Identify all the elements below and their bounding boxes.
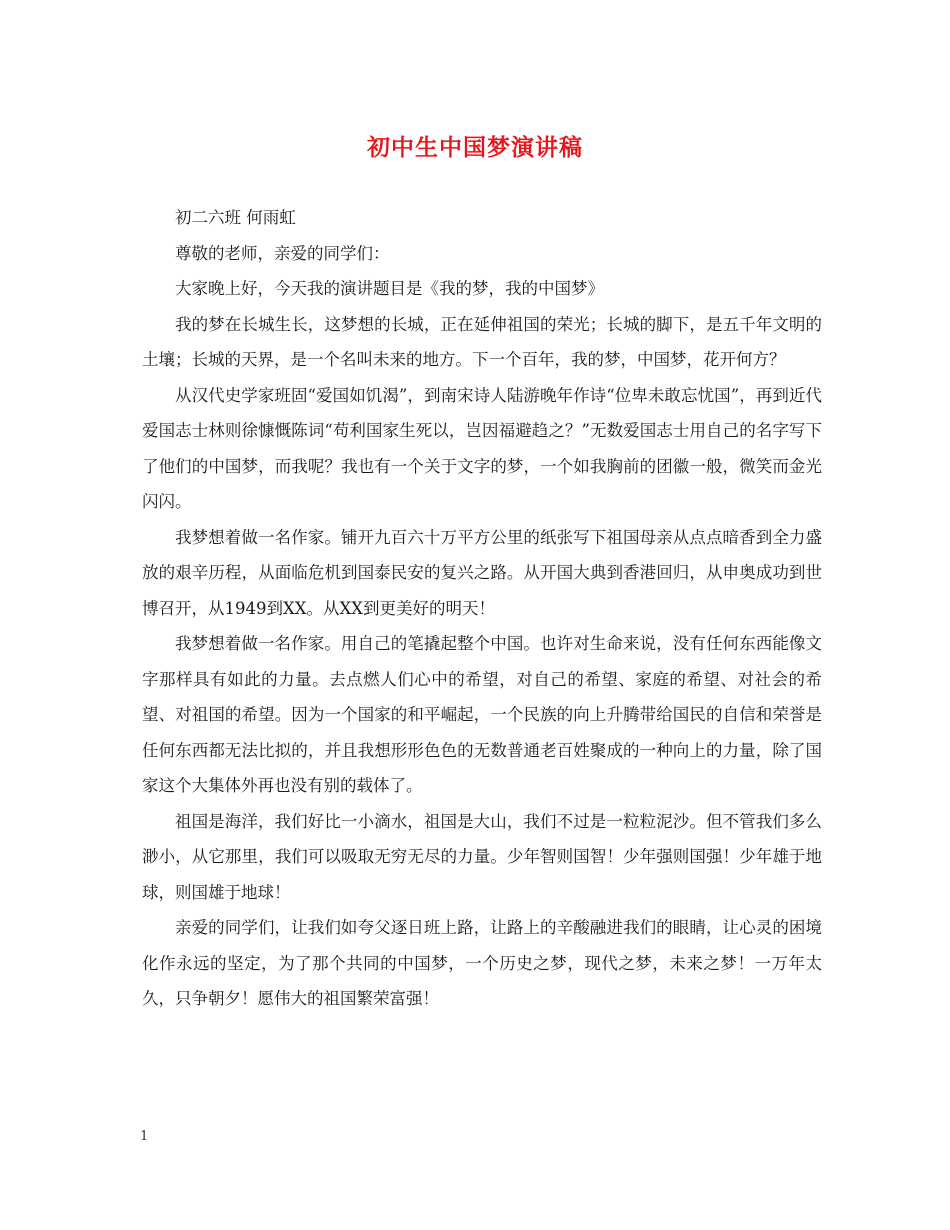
salutation: 尊敬的老师，亲爱的同学们：	[175, 243, 390, 263]
closing-paragraph: 亲爱的同学们，让我们如夸父逐日班上路，让路上的辛酸融进我们的眼睛，让心灵的困境化作永远的坚定，为了那个共同的中国梦，一个历史之梦，现代之梦，未来之梦！一万年太久，只争朝夕！愿伟大的祖国繁荣富强！	[142, 918, 822, 1008]
page-number: 1	[140, 1129, 149, 1144]
body-paragraph: 我的梦在长城生长，这梦想的长城，正在延伸祖国的荣光；长城的脚下，是五千年文明的土壤；长城的天界，是一个名叫未来的地方。下一个百年，我的梦，中国梦，花开何方？	[142, 314, 822, 369]
body-paragraph: 从汉代史学家班固“爱国如饥渴”，到南宋诗人陆游晚年作诗“位卑未敢忘忧国”，再到近代爱国志士林则徐慷慨陈词“苟利国家生死以，岂因福避趋之？”无数爱国志士用自己的名字写下了他们的中国梦，而我呢？我也有一个关于文字的梦，一个如我胸前的团徽一般，微笑而金光闪闪。	[142, 385, 822, 511]
body-paragraph: 我梦想着做一名作家。铺开九百六十万平方公里的纸张写下祖国母亲从点点暗香到全力盛放的艰辛历程，从面临危机到国泰民安的复兴之路。从开国大典到香港回归，从申奥成功到世博召开，从1949到XX。从XX到更美好的明天！	[142, 527, 822, 618]
opening-line: 大家晚上好，今天我的演讲题目是《我的梦，我的中国梦》	[175, 279, 604, 298]
author-line: 初二六班 何雨虹	[175, 208, 296, 227]
body-paragraph: 祖国是海洋，我们好比一小滴水，祖国是大山，我们不过是一粒粒泥沙。但不管我们多么渺小，从它那里，我们可以吸取无穷无尽的力量。少年智则国智！少年强则国强！少年雄于地球，则国雄于地球！	[142, 811, 822, 902]
body-paragraph: 我梦想着做一名作家。用自己的笔撬起整个中国。也许对生命来说，没有任何东西能像文字那样具有如此的力量。去点燃人们心中的希望，对自己的希望、家庭的希望、对社会的希望、对祖国的希望。因为一个国家的和平崛起，一个民族的向上升腾带给国民的自信和荣誉是任何东西都无法比拟的，并且我想形形色色的无数普通老百姓聚成的一种向上的力量，除了国家这个大集体外再也没有别的载体了。	[142, 634, 822, 795]
document-title: 初中生中国梦演讲稿	[367, 134, 583, 161]
document-body	[142, 200, 822, 1017]
